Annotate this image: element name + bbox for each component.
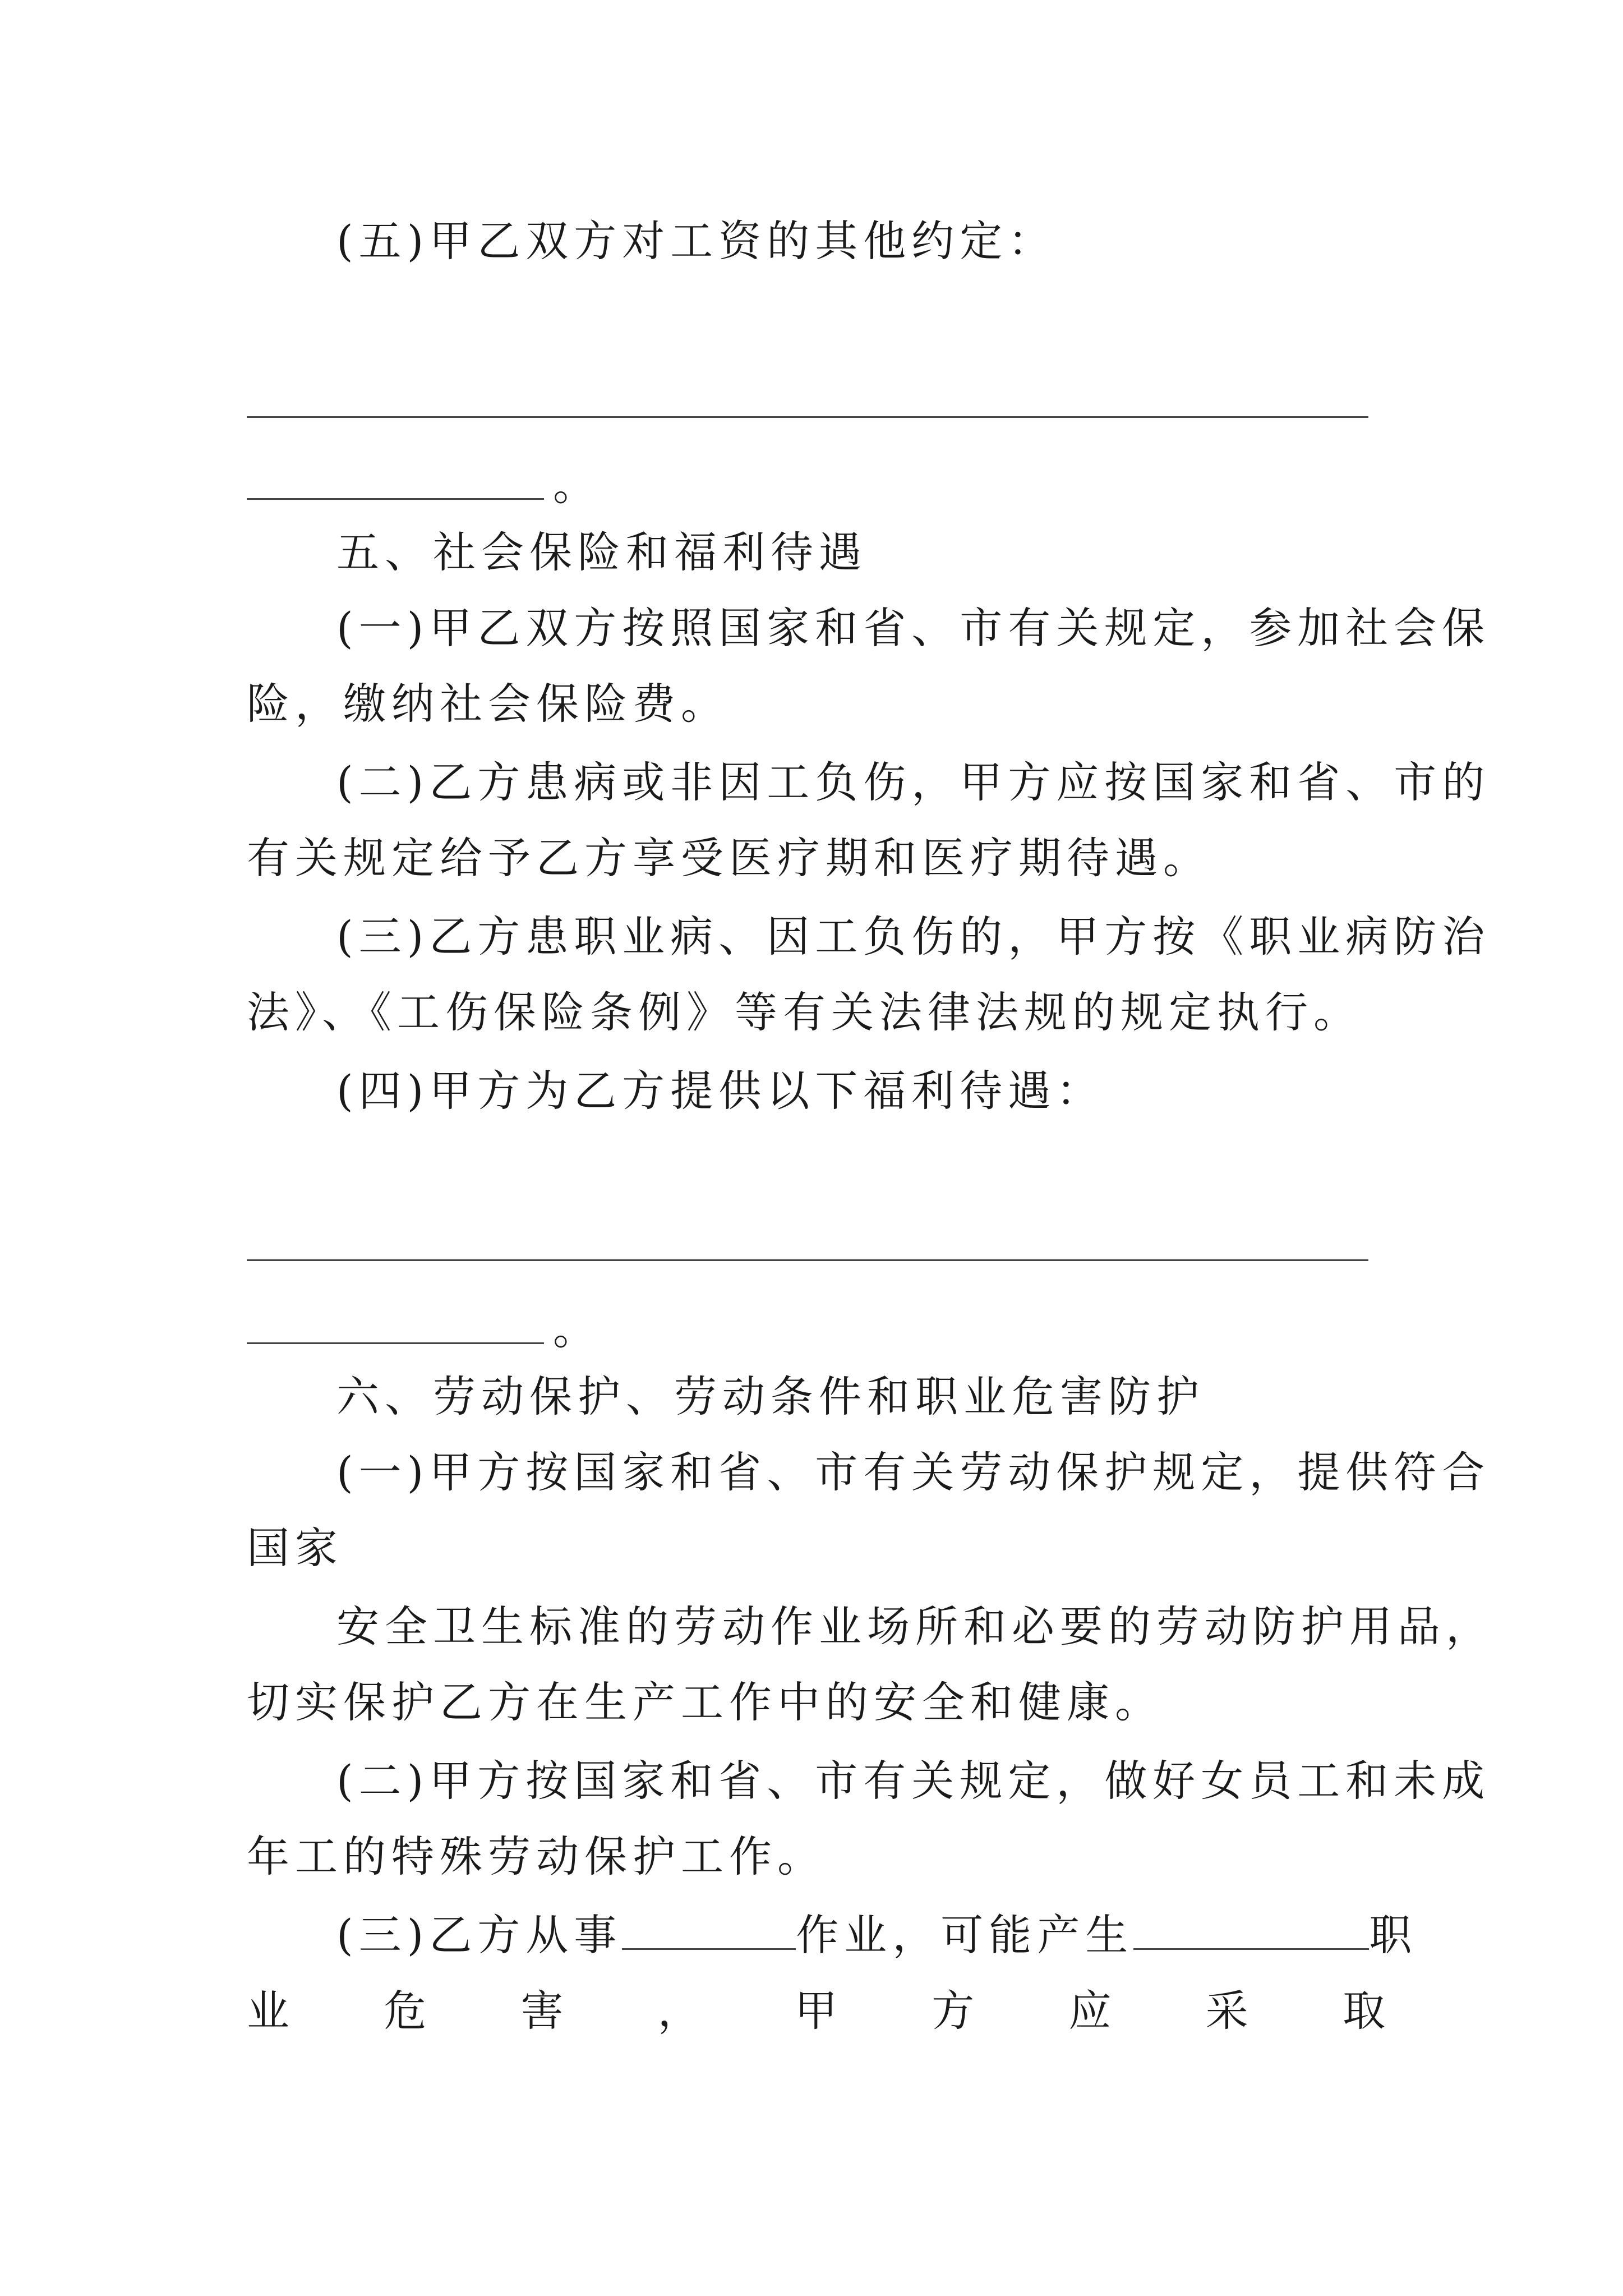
paragraph-line: (二)甲方按国家和省、市有关规定，做好女员工和未成 (336, 1756, 1491, 1806)
paragraph-line: (二)乙方患病或非因工负伤，甲方应按国家和省、市的 (336, 757, 1491, 807)
paragraph-line: 法》、《工伤保险条例》等有关法律法规的规定执行。 (247, 987, 1362, 1037)
paragraph-line: 国家 (247, 1523, 343, 1573)
occupational-hazard-item: (三)乙方从事 作业，可能产生 职 (336, 1910, 1418, 1960)
paragraph-line: (一)甲乙双方按照国家和省、市有关规定，参加社会保 (336, 603, 1491, 653)
paragraph-line: 险，缴纳社会保险费。 (247, 679, 729, 729)
fill-in-line (247, 416, 1368, 418)
paragraph-line: 安全卫生标准的劳动作业场所和必要的劳动防护用品， (336, 1602, 1494, 1651)
paragraph-line: 切实保护乙方在生产工作中的安全和健康。 (247, 1677, 1163, 1727)
paragraph-line: (一)甲方按国家和省、市有关劳动保护规定，提供符合 (336, 1447, 1491, 1497)
justified-paragraph-line: 业 危 害 ， 甲 方 应 采 取 (247, 1986, 1385, 2036)
hazard-type-blank (1133, 1915, 1369, 1950)
work-type-blank (622, 1915, 796, 1950)
fill-in-line (247, 1259, 1368, 1261)
paragraph-line: 有关规定给予乙方享受医疗期和医疗期待遇。 (247, 833, 1211, 883)
paragraph-line: 年工的特殊劳动保护工作。 (247, 1832, 826, 1881)
fill-in-blank (247, 1309, 544, 1344)
fill-in-line-end: 。 (247, 457, 601, 513)
welfare-benefits-item: (四)甲方为乙方提供以下福利待遇： (336, 1066, 1105, 1116)
fill-in-blank (247, 464, 544, 500)
fill-in-line-end: 。 (247, 1301, 601, 1358)
section-six-heading: 六、劳动保护、劳动条件和职业危害防护 (336, 1372, 1205, 1421)
paragraph-line: (三)乙方患职业病、因工负伤的，甲方按《职业病防治 (336, 912, 1491, 961)
section-five-heading: 五、社会保险和福利待遇 (336, 527, 867, 577)
wage-other-agreement-item: (五)甲乙双方对工资的其他约定： (336, 216, 1057, 266)
